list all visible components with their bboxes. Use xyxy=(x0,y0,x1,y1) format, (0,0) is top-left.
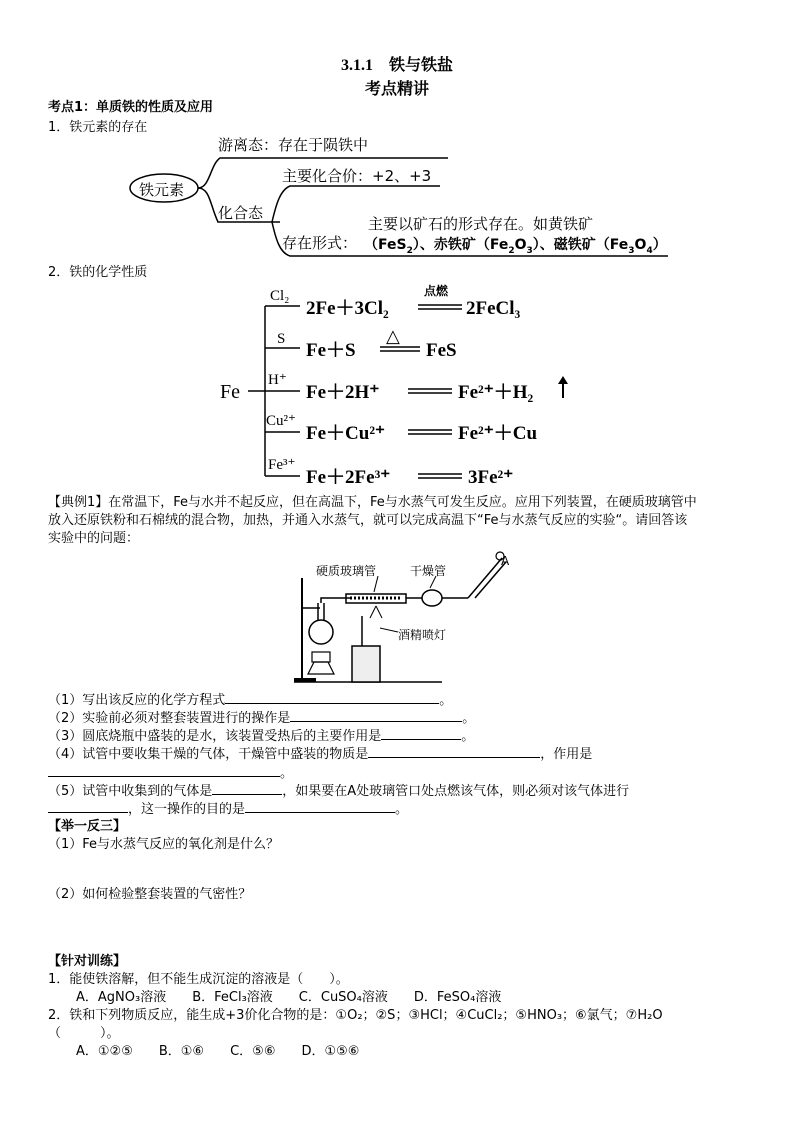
example-line-1: 【典例1】在常温下，Fe与水并不起反应，但在高温下，Fe与水蒸气可发生反应。应用下列装置，在硬质玻璃管中 xyxy=(48,495,697,510)
iron-reactions-diagram xyxy=(0,280,794,490)
answer-blank-5b[interactable] xyxy=(48,799,128,813)
section-heading: 考点1：单质铁的性质及应用 xyxy=(48,100,214,115)
page-subtitle: 考点精讲 xyxy=(364,81,429,98)
lamp-pointer xyxy=(380,628,398,632)
eq1-left: 2Fe＋3Cl₂ xyxy=(306,298,389,319)
eq5-left: Fe＋2Fe³⁺ xyxy=(306,467,391,488)
eq4-left: Fe＋Cu²⁺ xyxy=(306,423,386,444)
item-heading-2: 2．铁的化学性质 xyxy=(48,265,148,280)
flask xyxy=(309,620,333,644)
label-s: S xyxy=(277,331,286,347)
answer-blank-2[interactable] xyxy=(290,708,462,722)
training-q2-options: A．①②⑤ B．①⑥ C．⑤⑥ D．①⑤⑥ xyxy=(76,1044,360,1059)
cond-heat: △ xyxy=(386,326,400,347)
burner-base-left xyxy=(308,662,334,674)
eq1-right: 2FeCl₃ xyxy=(466,298,521,319)
answer-blank-4b[interactable] xyxy=(48,763,280,777)
question-1: （1）写出该反应的化学方程式 。 xyxy=(48,690,452,709)
answer-blank-1[interactable] xyxy=(225,690,439,704)
question-4: （4）试管中要收集干燥的气体，干燥管中盛装的物质是 ，作用是 xyxy=(48,744,592,763)
label-lamp: 酒精喷灯 xyxy=(398,628,447,642)
test-tube-1 xyxy=(468,558,502,598)
drying-tube xyxy=(422,590,442,606)
lamp-body xyxy=(352,646,380,682)
tree-form-line1: 主要以矿石的形式存在。如黄铁矿 xyxy=(368,215,594,233)
eq2-left: Fe＋S xyxy=(306,340,356,361)
question-4-cont: 。 xyxy=(48,763,293,782)
question-2: （2）实验前必须对整套装置进行的操作是 。 xyxy=(48,708,475,727)
question-3: （3）圆底烧瓶中盛装的是水，该装置受热后的主要作用是 。 xyxy=(48,726,474,745)
answer-blank-5a[interactable] xyxy=(212,781,282,795)
eq2-right: FeS xyxy=(426,340,457,361)
tree-form-line2: （FeS$_2$）、赤铁矿$(Fe_2O_3)$、磁铁矿$(Fe_3O_4)$ xyxy=(364,237,667,256)
label-drier: 干燥管 xyxy=(410,564,447,578)
question-5-cont: ，这一操作的目的是 。 xyxy=(48,799,408,818)
burner-left xyxy=(312,652,330,662)
label-h: H⁺ xyxy=(268,372,287,388)
fe-symbol: Fe xyxy=(220,381,240,403)
eq5-right: 3Fe²⁺ xyxy=(468,467,514,488)
label-hard-tube: 硬质玻璃管 xyxy=(316,564,377,578)
example-line-2: 放入还原铁粉和石棉绒的混合物，加热，并通入水蒸气，就可以完成高温下“Fe与水蒸气反应的实验“。请回答该 xyxy=(48,513,688,528)
label-cl2: Cl₂ xyxy=(270,288,290,304)
extend-q2: （2）如何检验整套装置的气密性？ xyxy=(48,887,252,902)
training-q1-options: A．AgNO₃溶液 B．FeCl₃溶液 C．CuSO₄溶液 D．FeSO₄溶液 xyxy=(76,990,502,1005)
training-q2: 2．铁和下列物质反应，能生成+3价化合物的是：①O₂；②S；③HCl；④CuCl₂；⑤HNO₃；⑥氯气；⑦H₂O xyxy=(48,1008,663,1023)
extend-q1: （1）Fe与水蒸气反应的氧化剂是什么？ xyxy=(48,837,280,852)
label-point-a: A xyxy=(501,554,510,568)
training-q1: 1．能使铁溶解，但不能生成沉淀的溶液是（ ）。 xyxy=(48,972,349,987)
stand-base xyxy=(294,678,316,682)
answer-blank-5c[interactable] xyxy=(245,799,395,813)
tree-valence: 主要化合价：+2、+3 xyxy=(282,167,432,185)
example-line-3: 实验中的问题： xyxy=(48,531,140,546)
tree-combined: 化合态 xyxy=(218,204,264,222)
label-cu: Cu²⁺ xyxy=(266,413,296,429)
lamp-flame xyxy=(370,606,382,618)
eq4-right: Fe²⁺＋Cu xyxy=(458,423,538,444)
cond-burn: 点燃 xyxy=(424,284,449,298)
eq3-right: Fe²⁺＋H₂ xyxy=(458,382,534,403)
tree-form-label: 存在形式： xyxy=(282,234,358,252)
answer-blank-3[interactable] xyxy=(381,726,461,740)
gas-arrow-head xyxy=(558,376,568,384)
page-title: 3.1.1 铁与铁盐 xyxy=(340,57,453,74)
tree-root: 铁元素 xyxy=(139,181,185,199)
training-heading: 【针对训练】 xyxy=(48,954,127,969)
training-q2-paren: （ ）。 xyxy=(48,1026,120,1041)
tree-free-state: 游离态：存在于陨铁中 xyxy=(218,136,369,154)
extend-heading: 【举一反三】 xyxy=(48,819,127,834)
question-5: （5）试管中收集到的气体是 ，如果要在A处玻璃管口处点燃该气体，则必须对该气体进行 xyxy=(48,781,629,800)
label-fe3: Fe³⁺ xyxy=(268,457,296,473)
answer-blank-4a[interactable] xyxy=(368,744,540,758)
eq3-left: Fe＋2H⁺ xyxy=(306,382,380,403)
item-heading: 1．铁元素的存在 xyxy=(48,120,148,135)
